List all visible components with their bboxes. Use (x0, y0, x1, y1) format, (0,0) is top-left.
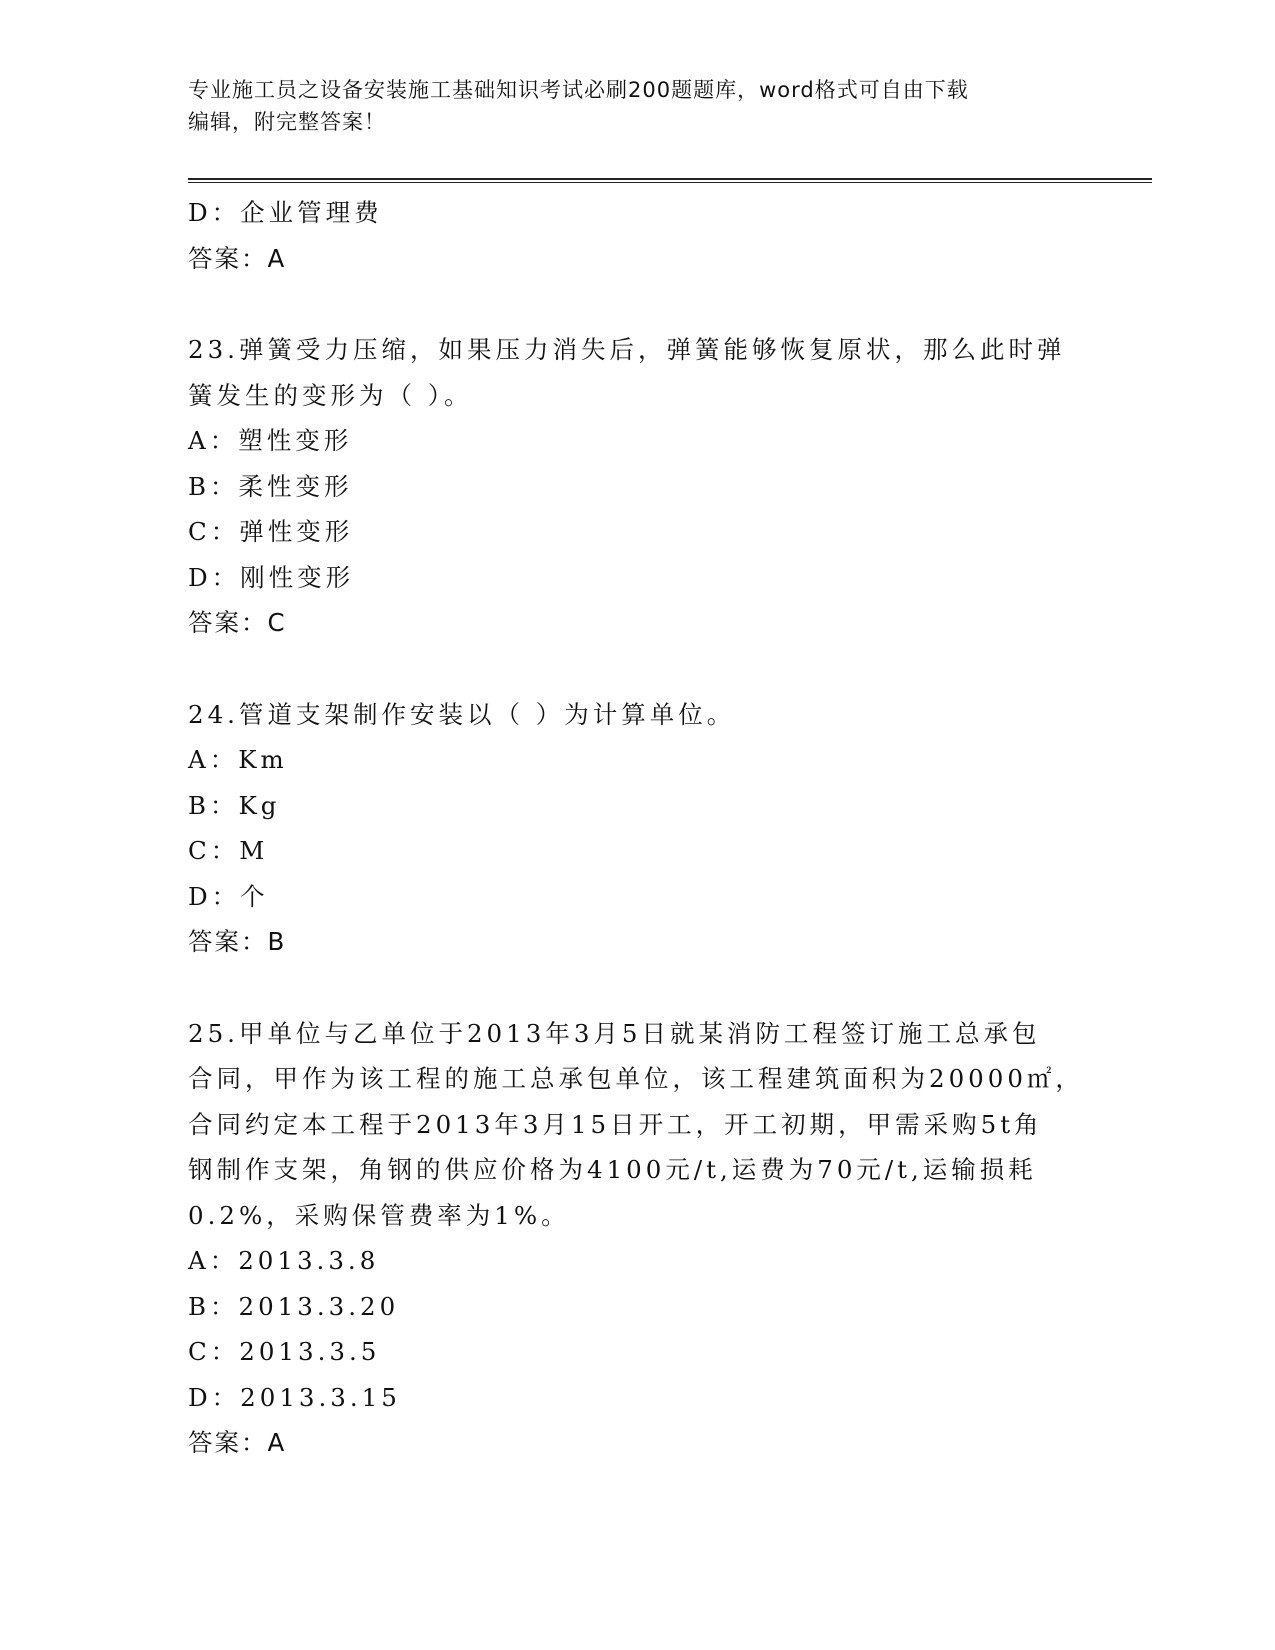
question-text-line: 0.2%，采购保管费率为1%。 (188, 1200, 570, 1230)
question-text-line: 24.管道支架制作安装以（ ）为计算单位。 (188, 699, 736, 729)
header-divider-thick (188, 178, 1152, 180)
answer: 答案：C (188, 608, 287, 637)
option-a: A：2013.3.8 (188, 1246, 380, 1275)
question-text-line: 23.弹簧受力压缩，如果压力消失后，弹簧能够恢复原状，那么此时弹 (188, 335, 1066, 364)
question-text-line: 簧发生的变形为（ ）。 (188, 380, 473, 410)
question-23 (188, 327, 1088, 646)
option-c: C：弹性变形 (188, 517, 354, 546)
spacer (188, 646, 1088, 692)
question-text-line: 合同约定本工程于2013年3月15日开工，开工初期，甲需采购5t角 (188, 1109, 1043, 1139)
prev-option-d: D：企业管理费 (188, 198, 383, 227)
question-text-line: 合同，甲作为该工程的施工总承包单位，该工程建筑面积为20000㎡， (188, 1064, 1084, 1093)
option-c: C：2013.3.5 (188, 1337, 381, 1366)
option-d: D：2013.3.15 (188, 1382, 401, 1412)
question-list (188, 190, 1088, 1466)
question-24 (188, 692, 1088, 965)
question-text-line: 25.甲单位与乙单位于2013年3月5日就某消防工程签订施工总承包 (188, 1018, 1041, 1048)
question-text-line: 钢制作支架，角钢的供应价格为4100元/t,运费为70元/t,运输损耗 (188, 1155, 1037, 1184)
header-line-2: 编辑，附完整答案！ (188, 110, 386, 134)
spacer (188, 281, 1088, 327)
option-a: A：塑性变形 (188, 426, 353, 455)
option-b: B：Kg (188, 790, 281, 820)
option-a: A：Km (188, 745, 288, 774)
page-header (188, 74, 1068, 138)
prev-answer: 答案：A (188, 243, 287, 273)
header-line-1: 专业施工员之设备安装施工基础知识考试必刷200题题库，word格式可自由下载 (188, 78, 969, 102)
option-b: B：2013.3.20 (188, 1291, 400, 1321)
header-divider-thin (188, 182, 1152, 183)
spacer (188, 965, 1088, 1011)
option-d: D：个 (188, 881, 269, 911)
answer: 答案：B (188, 927, 287, 956)
question-25 (188, 1011, 1088, 1466)
option-d: D：刚性变形 (188, 562, 355, 592)
answer: 答案：A (188, 1428, 287, 1457)
option-c: C：M (188, 836, 269, 865)
option-b: B：柔性变形 (188, 471, 353, 501)
